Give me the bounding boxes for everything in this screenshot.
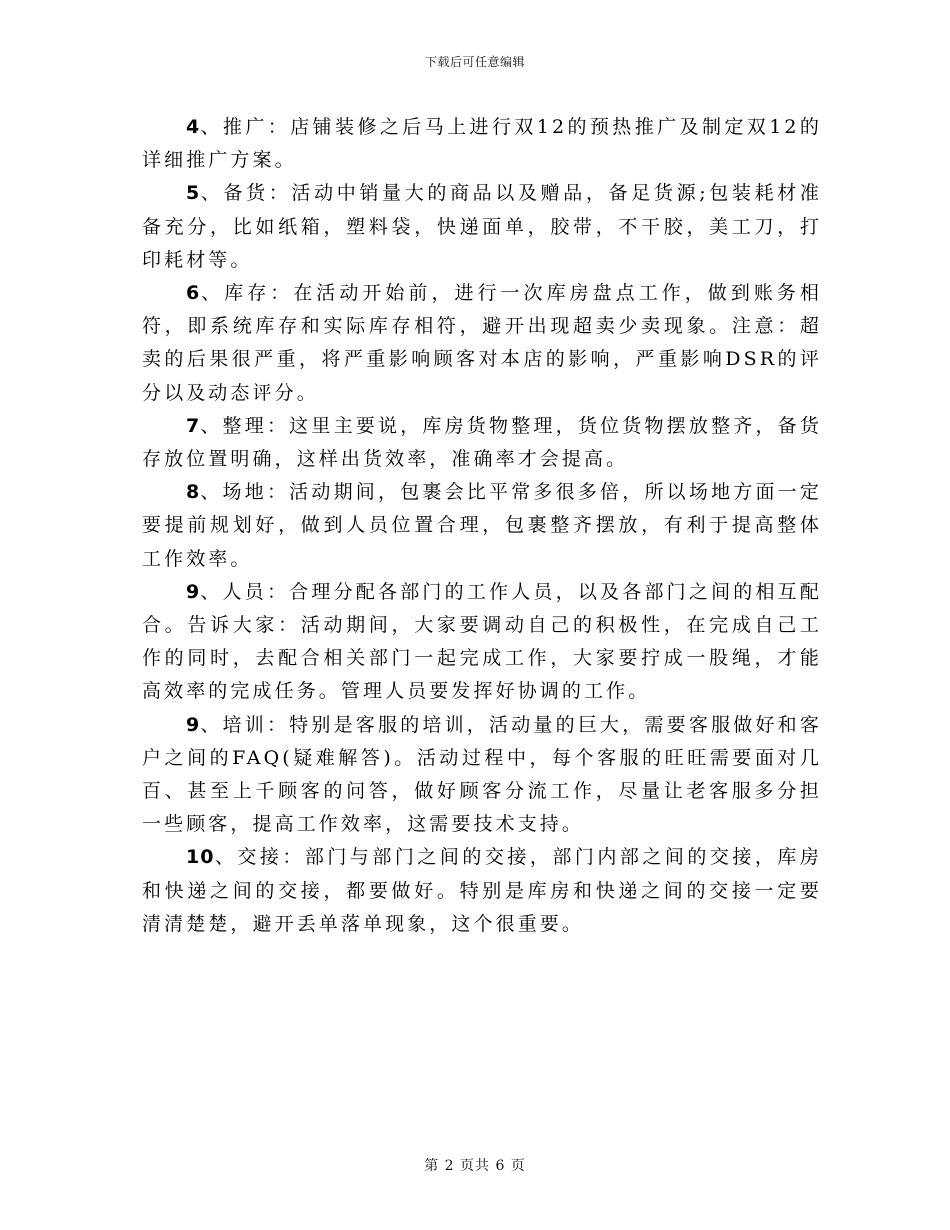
item-number: 9 <box>186 713 201 736</box>
paragraph-text: 、整理：这里主要说，库房货物整理，货位货物摆放整齐，备货存放位置明确，这样出货效率，准确率才会提高。 <box>142 414 822 471</box>
item-number: 6 <box>186 282 201 305</box>
paragraph-text: 、培训：特别是客服的培训，活动量的巨大，需要客服做好和客户之间的FAQ(疑难解答)。活动过程中，每个客服的旺旺需要面对几百、甚至上千顾客的问答，做好顾客分流工作，尽量让老客服多分担一些顾客，提高工作效率，这需要技术支持。 <box>142 713 822 836</box>
paragraph-text: 、交接：部门与部门之间的交接，部门内部之间的交接，库房和快递之间的交接，都要做好。特别是库房和快递之间的交接一定要清清楚楚，避开丢单落单现象，这个很重要。 <box>142 846 822 935</box>
item-number: 7 <box>186 414 201 437</box>
paragraph-8 <box>142 476 822 576</box>
item-number: 8 <box>186 481 201 504</box>
page-header: 下载后可任意编辑 <box>424 55 525 69</box>
document-body <box>142 111 822 941</box>
paragraph-7 <box>142 410 822 476</box>
paragraph-10 <box>142 841 822 941</box>
item-number: 10 <box>186 846 215 869</box>
paragraph-text: 、场地：活动期间，包裹会比平常多很多倍，所以场地方面一定要提前规划好，做到人员位置合理，包裹整齐摆放，有利于提高整体工作效率。 <box>142 481 822 570</box>
paragraph-4 <box>142 111 822 177</box>
paragraph-9-training <box>142 709 822 842</box>
paragraph-6 <box>142 277 822 410</box>
item-number: 5 <box>186 182 201 205</box>
paragraph-5 <box>142 177 822 277</box>
page-footer: 第 2 页共 6 页 <box>424 1158 526 1174</box>
paragraph-text: 、库存：在活动开始前，进行一次库房盘点工作，做到账务相符，即系统库存和实际库存相符，避开出现超卖少卖现象。注意：超卖的后果很严重，将严重影响顾客对本店的影响，严重影响DSR的评分以及动态评分。 <box>142 282 822 404</box>
paragraph-9-staff <box>142 576 822 709</box>
paragraph-text: 、人员：合理分配各部门的工作人员，以及各部门之间的相互配合。告诉大家：活动期间，大家要调动自己的积极性，在完成自己工作的同时，去配合相关部门一起完成工作，大家要拧成一股绳，才能高效率的完成任务。管理人员要发挥好协调的工作。 <box>142 580 822 703</box>
paragraph-text: 、备货：活动中销量大的商品以及赠品，备足货源;包装耗材准备充分，比如纸箱，塑料袋，快递面单，胶带，不干胶，美工刀，打印耗材等。 <box>142 182 822 271</box>
item-number: 9 <box>186 580 201 603</box>
paragraph-text: 、推广：店铺装修之后马上进行双12的预热推广及制定双12的详细推广方案。 <box>142 116 822 172</box>
item-number: 4 <box>186 116 201 138</box>
